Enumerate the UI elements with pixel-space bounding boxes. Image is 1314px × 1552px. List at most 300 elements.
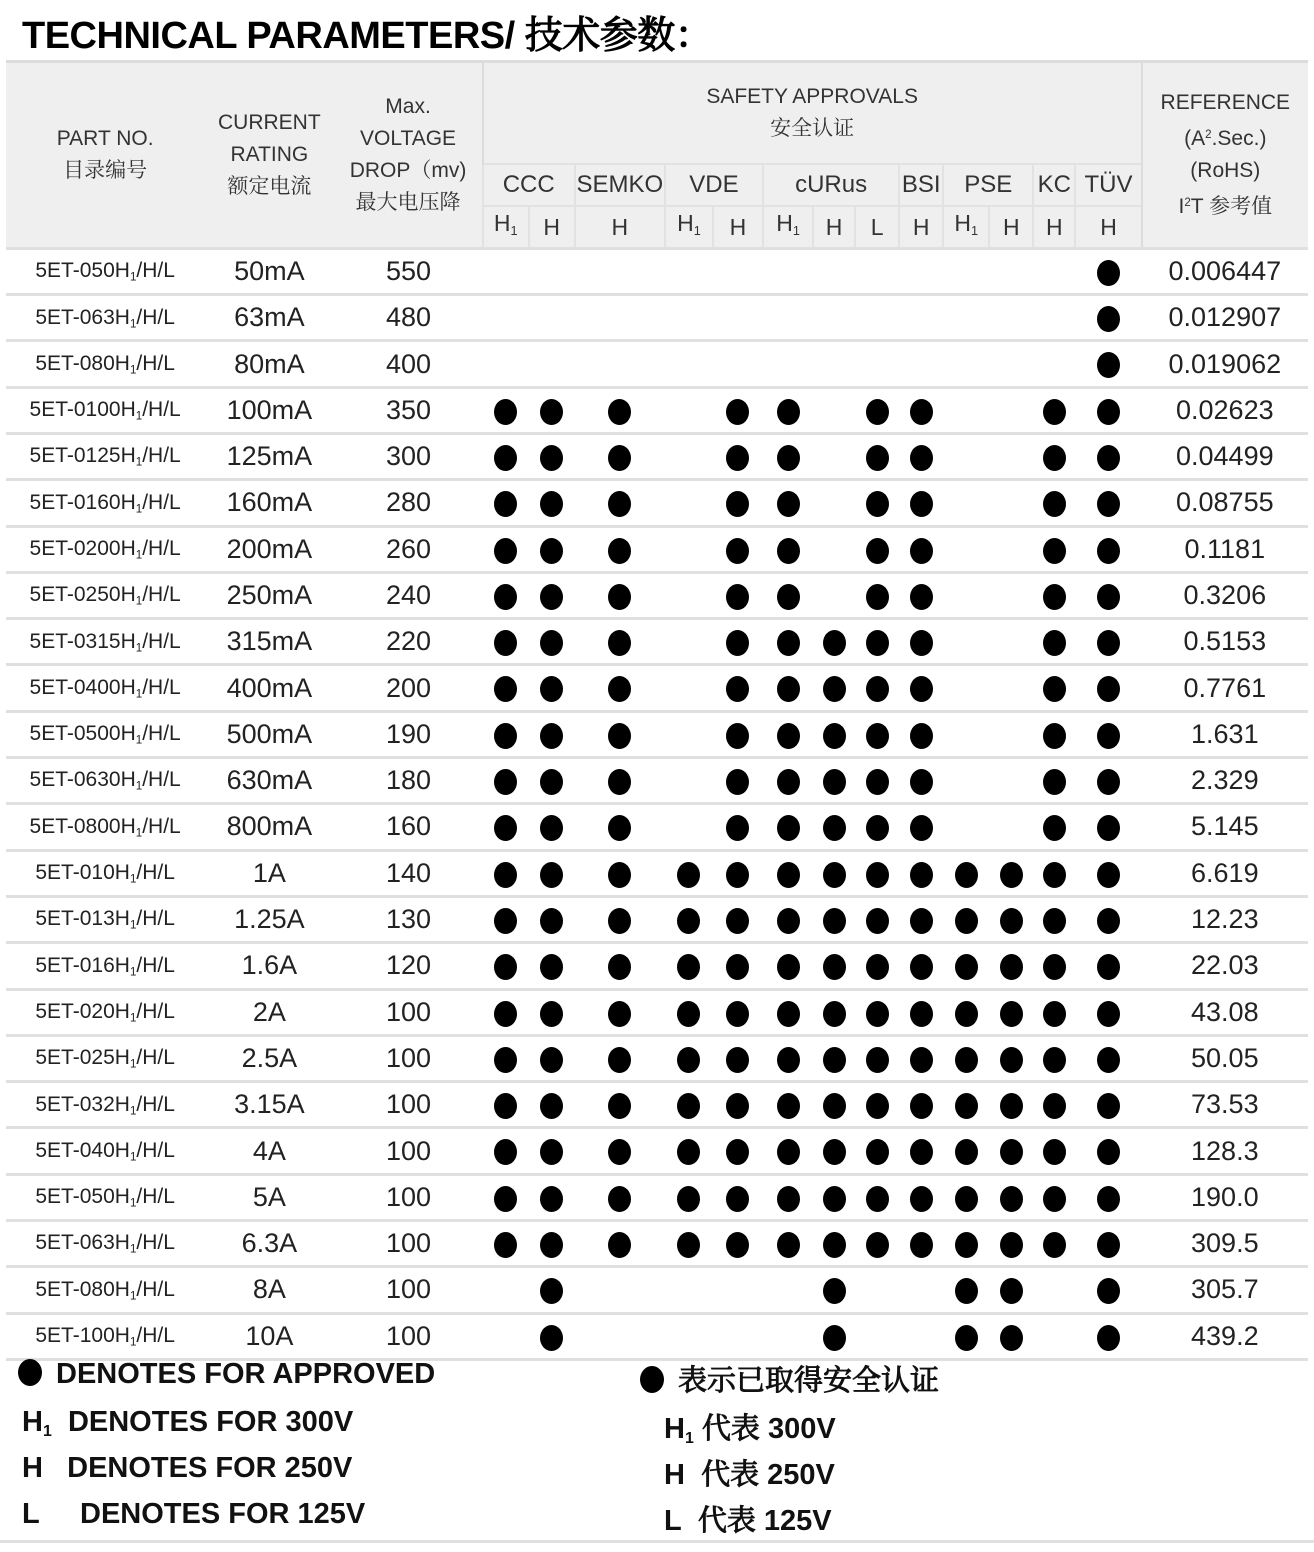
approval-cell [483,526,529,572]
pn-sub: 1 [135,642,143,655]
approved-dot-icon [726,954,749,980]
approval-cell [813,665,855,711]
pn-h: H [120,768,136,792]
approval-cell [713,943,763,989]
approved-dot-icon [1000,908,1023,934]
approval-cell [713,619,763,665]
approved-dot-icon [540,676,563,702]
i2t-reference: 0.3206 [1183,580,1267,610]
approved-dot-icon [910,1186,933,1212]
subcol-main: H [912,213,930,240]
approved-dot-icon [1097,1232,1120,1258]
approval-cell [575,480,665,526]
approved-dot-icon [494,815,517,841]
approval-cell [855,387,899,433]
subcol-header [1033,206,1075,248]
pn-rest: /H/L [136,861,175,885]
approved-dot-icon [823,1093,846,1119]
approved-dot-icon [777,1093,800,1119]
approval-cell [483,480,529,526]
approval-cell [483,619,529,665]
subcol-header [855,206,899,248]
part-number [6,1082,204,1128]
approval-cell [713,1267,763,1313]
subcol-header [763,206,813,248]
approved-dot-icon [955,908,978,934]
approved-dot-icon [1097,306,1120,332]
approval-cell [1075,1082,1141,1128]
approved-dot-icon [1043,1093,1066,1119]
approved-dot-icon [910,399,933,425]
approved-dot-icon [866,1232,889,1258]
approval-cell [665,711,713,757]
approved-dot-icon [540,815,563,841]
approved-dot-icon [777,538,800,564]
approval-cell [1075,758,1141,804]
approval-cell [529,1035,575,1081]
subcol-header [813,206,855,248]
legend-h1-sub: 1 [42,1422,52,1440]
approval-cell [899,896,943,942]
approved-dot-icon [823,769,846,795]
approval-cell [483,804,529,850]
approval-cell [899,711,943,757]
approval-cell [1033,896,1075,942]
pn-rest: /H/L [136,1138,175,1162]
current-rating: 250mA [226,580,313,610]
legend-approved-cn-text: 表示已取得安全认证 [678,1365,940,1397]
approved-dot-icon [955,1047,978,1073]
table-row [6,711,1308,757]
approval-cell [1075,1128,1141,1174]
approval-cell [1033,1174,1075,1220]
approved-dot-icon [677,908,700,934]
approved-dot-icon [494,1139,517,1165]
approved-dot-icon [777,1186,800,1212]
pn-h: H [120,536,136,560]
approval-cell [763,665,813,711]
voltage-drop: 100 [386,1320,432,1351]
approval-cell [1075,665,1141,711]
approval-cell [763,989,813,1035]
part-number [6,758,204,804]
approval-cell [1075,433,1141,479]
approved-dot-icon [677,1139,700,1165]
approval-cell [1075,850,1141,896]
approved-dot-icon [608,1186,631,1212]
current-rating: 200mA [226,533,313,564]
approval-cell [665,341,713,387]
voltage-drop: 160 [386,811,432,842]
approved-dot-icon [540,1139,563,1165]
pn-sub: 1 [135,688,143,701]
approval-cell [1033,1221,1075,1267]
approval-cell [713,711,763,757]
pn-sub: 1 [129,364,137,377]
approval-cell [575,619,665,665]
approved-dot-icon [1043,815,1066,841]
approval-cell [1033,433,1075,479]
subcol-header [713,206,763,248]
part-number [6,619,204,665]
legend-h-cn-key: H [664,1459,685,1491]
i2t-reference: 0.02623 [1176,394,1274,425]
approved-dot-icon [608,676,631,702]
pn-base: 5ET-0315 [29,629,121,653]
approved-dot-icon [910,769,933,795]
approval-cell [763,758,813,804]
approval-cell [665,1082,713,1128]
approval-cell [529,1221,575,1267]
part-number [6,248,204,294]
legend-h-text: DENOTES FOR 250V [67,1452,353,1484]
approved-dot-icon [726,445,749,471]
approval-cell [483,850,529,896]
table-row [6,572,1308,618]
approval-cell [575,572,665,618]
approval-cell [763,619,813,665]
approved-dot-icon [1000,862,1023,888]
part-number [6,804,204,850]
table-row [6,387,1308,433]
approved-dot-icon [1097,584,1120,610]
approval-cell [899,804,943,850]
subcol-main: H [1002,213,1020,240]
approved-dot-icon [640,1366,664,1393]
pn-sub: 1 [129,1058,137,1071]
approved-dot-icon [1043,584,1066,610]
approval-cell [813,896,855,942]
agency-semko: SEMKO [575,164,665,206]
legend-l-text: DENOTES FOR 125V [80,1498,366,1530]
approved-dot-icon [494,954,517,980]
approval-cell [943,758,989,804]
table-row [6,619,1308,665]
approval-cell [665,1128,713,1174]
i2t-reference: 50.05 [1191,1042,1259,1073]
current-rating: 10A [245,1320,294,1351]
approved-dot-icon [777,908,800,934]
pn-h: H [120,722,136,746]
pn-h: H [120,814,136,838]
approved-dot-icon [866,723,889,749]
approval-cell [1033,248,1075,294]
approval-cell [943,1128,989,1174]
approved-dot-icon [1097,1186,1120,1212]
approved-dot-icon [823,723,846,749]
pn-base: 5ET-0500 [29,722,121,746]
approved-dot-icon [777,769,800,795]
approved-dot-icon [540,584,563,610]
approval-cell [989,341,1033,387]
part-number [6,896,204,942]
approval-cell [575,295,665,341]
approved-dot-icon [823,862,846,888]
pn-rest: /H/L [142,722,181,746]
approved-dot-icon [726,1186,749,1212]
approved-dot-icon [540,1278,563,1304]
i2t-reference: 1.631 [1191,718,1259,749]
approval-cell [1075,1035,1141,1081]
approved-dot-icon [866,491,889,517]
approved-dot-icon [866,815,889,841]
part-number [6,1267,204,1313]
table-row [6,1267,1308,1313]
approval-cell [483,1221,529,1267]
approval-cell [483,943,529,989]
approved-dot-icon [1097,445,1120,471]
approval-cell [813,1082,855,1128]
current-rating: 63mA [234,302,305,333]
approved-dot-icon [726,815,749,841]
approval-cell [813,248,855,294]
approval-cell [989,711,1033,757]
approval-cell [813,341,855,387]
approval-cell [1075,711,1141,757]
approval-cell [855,619,899,665]
approved-dot-icon [18,1359,42,1386]
approval-cell [529,480,575,526]
pn-base: 5ET-080 [35,1277,115,1301]
approved-dot-icon [866,1047,889,1073]
approval-cell [529,758,575,804]
approved-dot-icon [726,584,749,610]
approval-cell [665,1267,713,1313]
approved-dot-icon [1043,723,1066,749]
approval-cell [943,804,989,850]
approved-dot-icon [1000,1325,1023,1351]
legend-approved-en [18,1358,435,1391]
approval-cell [713,433,763,479]
approved-dot-icon [677,1093,700,1119]
approved-dot-icon [1097,538,1120,564]
approval-cell [575,387,665,433]
approved-dot-icon [726,676,749,702]
legend-h1-cn-key: H [664,1413,685,1445]
approved-dot-icon [494,676,517,702]
pn-base: 5ET-0800 [29,814,121,838]
approved-dot-icon [823,1325,846,1351]
approval-cell [713,758,763,804]
approval-cell [763,943,813,989]
approval-cell [713,1174,763,1220]
pn-rest: /H/L [142,814,181,838]
approval-cell [483,1267,529,1313]
approved-dot-icon [726,862,749,888]
approved-dot-icon [494,769,517,795]
voltage-drop: 280 [386,487,432,518]
approval-cell [763,480,813,526]
approval-cell [813,1267,855,1313]
pn-base: 5ET-032 [35,1092,115,1116]
approval-cell [943,989,989,1035]
approval-cell [899,665,943,711]
approval-cell [899,1035,943,1081]
approval-cell [763,1267,813,1313]
subcol-main: H [1100,213,1117,240]
current-rating: 800mA [226,811,313,842]
i2t-reference: 305.7 [1191,1274,1259,1305]
pn-rest: /H/L [136,1231,175,1255]
i2t-reference: 0.019062 [1168,348,1282,379]
pn-sub: 1 [129,919,137,932]
approved-dot-icon [494,1232,517,1258]
approval-cell [989,526,1033,572]
part-number [6,1174,204,1220]
subcol-header [899,206,943,248]
approval-cell [1033,989,1075,1035]
approved-dot-icon [608,723,631,749]
approved-dot-icon [540,1001,563,1027]
approval-cell [665,1221,713,1267]
part-number [6,526,204,572]
approved-dot-icon [777,676,800,702]
approval-cell [899,850,943,896]
pn-base: 5ET-0630 [29,768,121,792]
pn-base: 5ET-080 [35,351,115,375]
approval-cell [529,433,575,479]
voltage-drop: 480 [386,302,432,333]
table-row [6,295,1308,341]
approval-cell [899,526,943,572]
i2t-reference: 0.08755 [1176,487,1274,518]
approval-cell [1075,1267,1141,1313]
approved-dot-icon [777,815,800,841]
approved-dot-icon [1043,1047,1066,1073]
i2t-reference: 22.03 [1191,950,1259,981]
approval-cell [713,341,763,387]
approved-dot-icon [608,399,631,425]
approval-cell [529,619,575,665]
approval-cell [713,248,763,294]
approved-dot-icon [494,1186,517,1212]
approval-cell [575,1174,665,1220]
pn-h: H [120,444,136,468]
approval-cell [1033,572,1075,618]
approval-cell [1033,1035,1075,1081]
approved-dot-icon [540,630,563,656]
approval-cell [989,1174,1033,1220]
pn-sub: 1 [129,1105,137,1117]
pn-sub: 1 [135,456,143,469]
approval-cell [763,248,813,294]
approval-cell [943,572,989,618]
approval-cell [483,572,529,618]
subcol-main: H [611,213,629,240]
approval-cell [943,1267,989,1313]
header-safety-approvals [483,62,1142,165]
legend-l-cn-text: 代表 125V [697,1505,832,1537]
approved-dot-icon [1000,1093,1023,1119]
header-voltage-en1: Max. [385,94,431,118]
approval-cell [529,943,575,989]
approval-cell [813,804,855,850]
approval-cell [763,1035,813,1081]
pn-base: 5ET-063 [35,1231,115,1255]
subcol-header [943,206,989,248]
approved-dot-icon [1043,1232,1066,1258]
current-rating: 400mA [226,672,313,703]
approved-dot-icon [540,399,563,425]
approval-cell [763,433,813,479]
approved-dot-icon [540,769,563,795]
subcol-main: H [729,213,747,240]
approved-dot-icon [1043,1139,1066,1165]
approval-cell [665,433,713,479]
approved-dot-icon [726,1093,749,1119]
part-number [6,433,204,479]
approval-cell [943,526,989,572]
approval-cell [575,711,665,757]
approval-cell [529,295,575,341]
approval-cell [855,1174,899,1220]
pn-base: 5ET-0125 [29,444,121,468]
legend-approved-en-text: DENOTES FOR APPROVED [56,1358,436,1390]
approval-cell [1033,1128,1075,1174]
approval-cell [665,387,713,433]
approved-dot-icon [823,954,846,980]
approved-dot-icon [866,1093,889,1119]
approval-cell [943,295,989,341]
approved-dot-icon [1043,399,1066,425]
pn-h: H [114,861,130,885]
table-row [6,665,1308,711]
ref-l4sup: 2 [1184,196,1191,209]
pn-base: 5ET-063 [35,305,115,329]
pn-sub: 1 [135,595,143,608]
pn-sub: 1 [129,966,137,979]
pn-base: 5ET-0100 [29,398,121,422]
approval-cell [899,989,943,1035]
approval-cell [813,1128,855,1174]
current-rating: 315mA [226,626,313,657]
i2t-reference: 439.2 [1191,1320,1259,1351]
i2t-reference: 43.08 [1191,996,1259,1027]
approved-dot-icon [608,908,631,934]
pn-h: H [114,1277,130,1301]
approved-dot-icon [1097,769,1120,795]
approval-cell [529,989,575,1035]
approval-cell [989,433,1033,479]
pn-h: H [120,675,136,699]
approved-dot-icon [494,908,517,934]
pn-rest: /H/L [142,398,181,422]
approval-cell [483,387,529,433]
approved-dot-icon [1000,1232,1023,1258]
pn-base: 5ET-016 [35,953,115,977]
approval-cell [575,1267,665,1313]
agency-kc: KC [1033,164,1075,206]
approval-cell [665,896,713,942]
approved-dot-icon [1043,630,1066,656]
approval-cell [529,1174,575,1220]
approval-cell [989,387,1033,433]
approval-cell [855,896,899,942]
header-current-rating [204,62,334,249]
table-row [6,758,1308,804]
approval-cell [1033,1082,1075,1128]
approval-cell [813,619,855,665]
approval-cell [529,896,575,942]
approved-dot-icon [777,1232,800,1258]
pn-h: H [114,305,130,329]
pn-rest: /H/L [136,999,175,1023]
pn-rest: /H/L [136,305,175,329]
approval-cell [665,758,713,804]
header-voltage-drop [334,62,482,249]
approval-cell [855,804,899,850]
approval-cell [855,295,899,341]
